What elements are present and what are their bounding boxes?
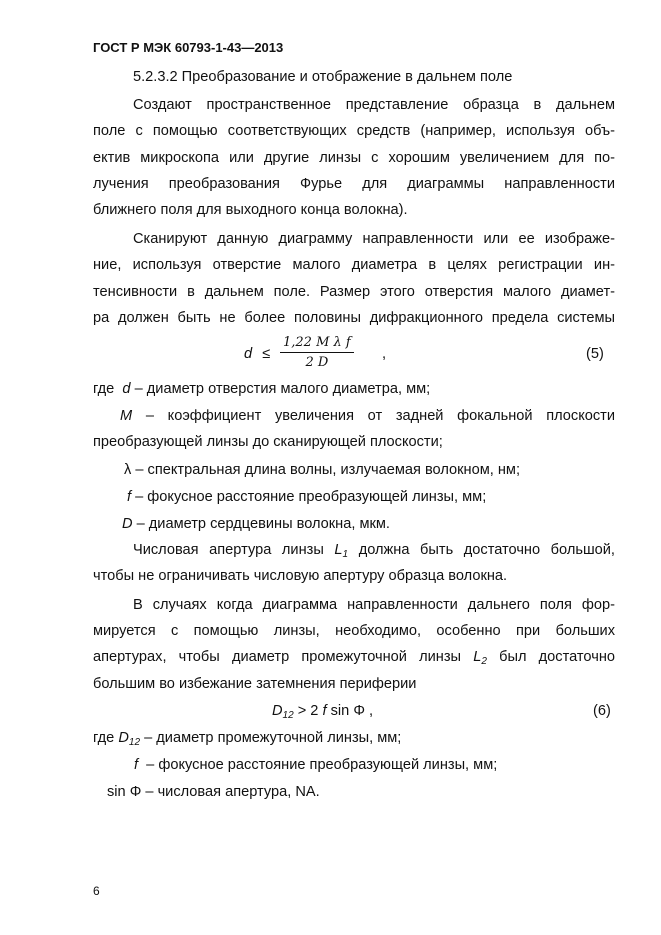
- paragraph-line: ектив микроскопа или другие линзы с хорошим увеличением для по-: [93, 150, 615, 166]
- paragraph-line: тенсивности в дальнем поле. Размер этого отверстия малого диамет-: [93, 284, 615, 300]
- formula-5-comma: ,: [382, 346, 387, 362]
- definition-text: – спектральная длина волны, излучаемая волокном, нм;: [135, 462, 520, 478]
- symbol-f: f: [134, 757, 139, 773]
- formula-text: > 2: [297, 703, 319, 719]
- paragraph-line: лучения преобразования Фурье для диаграммы направленности: [93, 176, 615, 192]
- paragraph-line: [133, 541, 615, 559]
- symbol-D: D: [122, 516, 133, 532]
- symbol-L2: $L_2$: [473, 649, 487, 667]
- fraction-denominator: 2 D: [305, 355, 329, 370]
- formula-text: sin Φ ,: [330, 703, 374, 719]
- symbol-D12: $D_{12}$: [272, 703, 294, 721]
- paragraph-line: большим во избежание затемнения периферии: [93, 676, 417, 692]
- symbol-d: d: [244, 346, 253, 362]
- definition-text: – фокусное расстояние преобразующей линзы, мм;: [146, 757, 498, 773]
- where-label: где: [93, 381, 115, 397]
- formula-6: [272, 702, 373, 720]
- definition-lambda: [124, 461, 520, 479]
- definition-text: – диаметр отверстия малого диаметра, мм;: [134, 381, 431, 397]
- symbol-L1: $L_1$: [334, 542, 349, 560]
- symbol-f: f: [322, 703, 327, 719]
- definition-text: – диаметр сердцевины волокна, мкм.: [136, 516, 390, 532]
- symbol-lambda: λ: [124, 462, 132, 478]
- page-number: 6: [93, 884, 100, 898]
- formula-6-number: (6): [593, 703, 611, 719]
- paragraph-line: ра должен быть не более половины дифракционного предела системы: [93, 310, 615, 326]
- definition-text: – диаметр промежуточной линзы, мм;: [144, 730, 402, 746]
- definition-f: [127, 488, 486, 506]
- definition-D12: [93, 729, 401, 747]
- definition-f: [134, 756, 497, 774]
- relation-symbol: ≤: [262, 346, 271, 362]
- paragraph-line: мируется с помощью линзы, необходимо, особенно при больших: [93, 623, 615, 639]
- definition-D: [122, 515, 390, 533]
- text-fragment: Числовая апертура линзы: [133, 542, 324, 558]
- formula-5-fraction: [280, 335, 354, 370]
- paragraph-line: ние, используя отверстие малого диаметра в целях регистрации ин-: [93, 257, 615, 273]
- fraction-numerator: 1,22 M λ f: [280, 335, 354, 353]
- paragraph-line: [93, 648, 615, 666]
- definition-M: [120, 407, 615, 425]
- paragraph-line: ближнего поля для выходного конца волокна).: [93, 202, 408, 218]
- paragraph-line: Создают пространственное представление образца в дальнем: [133, 97, 615, 113]
- definition-text: – коэффициент увеличения от задней фокальной плоскости: [145, 408, 615, 424]
- definition-text: – фокусное расстояние преобразующей линзы, мм;: [135, 489, 487, 505]
- symbol-D12: $D_{12}$: [118, 730, 141, 748]
- definition-sin-phi: sin Φ – числовая апертура, NA.: [107, 784, 320, 800]
- paragraph-line: В случаях когда диаграмма направленности дальнего поля фор-: [133, 597, 615, 613]
- symbol-M: M: [120, 408, 133, 424]
- text-fragment: был достаточно: [499, 649, 615, 665]
- formula-5-lhs: [244, 345, 270, 363]
- document-header: ГОСТ Р МЭК 60793-1-43—2013: [93, 40, 284, 55]
- paragraph-line: чтобы не ограничивать числовую апертуру образца волокна.: [93, 568, 508, 584]
- section-title: 5.2.3.2 Преобразование и отображение в дальнем поле: [133, 69, 513, 85]
- paragraph-line: поле с помощью соответствующих средств (например, используя объ-: [93, 123, 615, 139]
- text-fragment: должна быть достаточно большой,: [358, 542, 615, 558]
- formula-5-number: (5): [586, 346, 604, 362]
- definition-M-continued: преобразующей линзы до сканирующей плоскости;: [93, 434, 443, 450]
- where-label: где: [93, 730, 115, 746]
- paragraph-line: Сканируют данную диаграмму направленности или ее изображе-: [133, 231, 615, 247]
- definition-d: [93, 380, 430, 398]
- text-fragment: апертурах, чтобы диаметр промежуточной линзы: [93, 649, 462, 665]
- symbol-f: f: [127, 489, 132, 505]
- symbol-d: d: [122, 381, 131, 397]
